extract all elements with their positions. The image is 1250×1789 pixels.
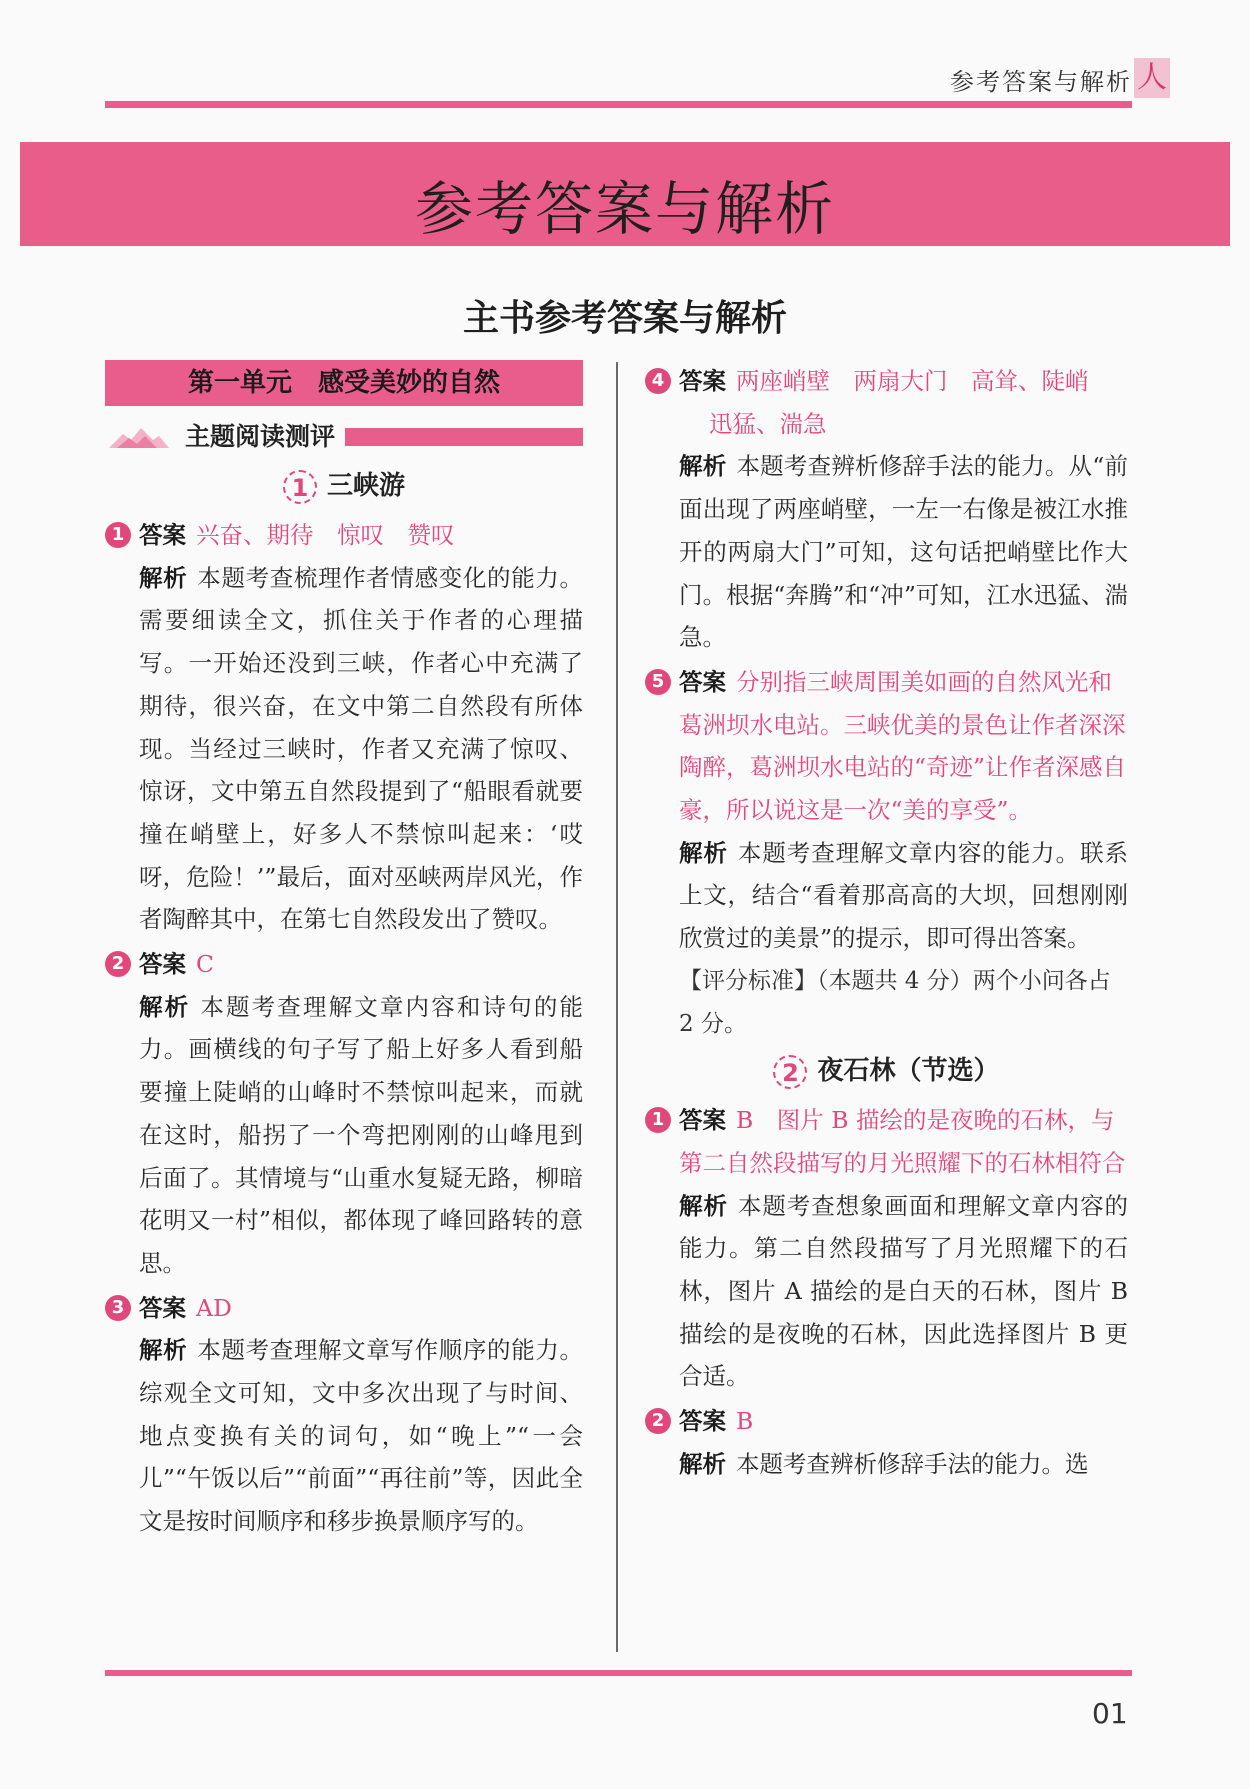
answer-label: 答案 xyxy=(679,1407,726,1436)
page-subtitle: 主书参考答案与解析 xyxy=(462,297,787,339)
answer-line xyxy=(645,1099,1128,1184)
answer-text: AD xyxy=(196,1293,232,1322)
explanation-label: 解析 xyxy=(139,992,191,1021)
right-column xyxy=(645,360,1128,1488)
page-number: 01 xyxy=(1092,1697,1128,1730)
bottom-rule xyxy=(105,1670,1132,1676)
explanation-label: 解析 xyxy=(679,838,728,867)
unit-heading: 第一单元 感受美妙的自然 xyxy=(105,360,583,406)
answer-line xyxy=(105,1287,583,1330)
banner-title: 参考答案与解析 xyxy=(414,175,835,243)
question-item xyxy=(645,661,1128,1045)
explanation-label: 解析 xyxy=(679,452,727,481)
column-divider xyxy=(616,362,618,1652)
question-item xyxy=(105,1287,583,1543)
question-number: 2 xyxy=(645,1408,671,1434)
section-heading-text: 主题阅读测评 xyxy=(185,420,345,454)
answer-label: 答案 xyxy=(139,950,186,979)
question-number: 4 xyxy=(645,368,671,394)
explanation-text: 本题考查辨析修辞手法的能力。选 xyxy=(736,1449,1089,1478)
answer-label: 答案 xyxy=(139,1293,186,1322)
explanation-text: 本题考查理解文章内容的能力。联系上文，结合“看着那高高的大坝，回想刚刚欣赏过的美景”的提示，即可得出答案。 xyxy=(679,838,1129,953)
question-item xyxy=(645,360,1128,659)
question-item xyxy=(645,1099,1128,1398)
section-heading-bar xyxy=(345,428,583,446)
answer-label: 答案 xyxy=(679,667,726,696)
top-rule xyxy=(105,101,1132,108)
article-title-text: 三峡游 xyxy=(326,471,405,501)
answer-line xyxy=(645,661,1128,832)
question-number: 5 xyxy=(645,669,671,695)
answer-line xyxy=(645,360,1128,445)
answer-label: 答案 xyxy=(679,1106,726,1135)
explanation xyxy=(645,1185,1128,1399)
answer-label: 答案 xyxy=(139,521,186,549)
explanation-text: 本题考查理解文章写作顺序的能力。综观全文可知，文中多次出现了与时间、地点变换有关的词句，如“晚上”“一会儿”“午饭以后”“前面”“再往前”等，因此全文是按时间顺序和移步换景顺序写的。 xyxy=(139,1336,584,1536)
mountain-icon xyxy=(109,426,169,448)
running-head: 参考答案与解析 xyxy=(950,68,1132,96)
explanation-text: 本题考查梳理作者情感变化的能力。需要细读全文，抓住关于作者的心理描写。一开始还没到三峡，作者心中充满了期待，很兴奋，在文中第二自然段有所体现。当经过三峡时，作者又充满了惊叹、惊讶，文中第五自然段提到了“船眼看就要撞在峭壁上，好多人不禁惊叫起来：‘哎呀，危险！’”最后，面对巫峡两岸风光，作者陶醉其中，在第七自然段发出了赞叹。 xyxy=(139,563,584,934)
explanation xyxy=(105,986,583,1285)
explanation xyxy=(645,832,1128,960)
left-column xyxy=(105,360,583,1545)
answer-text: 分别指三峡周围美如画的自然风光和葛洲坝水电站。三峡优美的景色让作者深深陶醉，葛洲坝水电站的“奇迹”让作者深感自豪，所以说这是一次“美的享受”。 xyxy=(679,667,1127,825)
answer-line xyxy=(105,514,583,557)
answer-label: 答案 xyxy=(679,367,726,395)
explanation-text: 本题考查辨析修辞手法的能力。从“前面出现了两座峭壁，一左一右像是被江水推开的两扇大门”可知，这句话把峭壁比作大门。根据“奔腾”和“冲”可知，江水迅猛、湍急。 xyxy=(679,452,1129,652)
explanation-label: 解析 xyxy=(139,1336,188,1365)
explanation-label: 解析 xyxy=(139,563,188,592)
question-item xyxy=(645,1400,1128,1485)
explanation xyxy=(645,1443,1128,1486)
question-number: 3 xyxy=(105,1295,131,1321)
question-number: 1 xyxy=(645,1107,671,1133)
question-number: 1 xyxy=(105,522,131,548)
section-heading xyxy=(105,420,583,454)
explanation xyxy=(105,557,583,941)
answer-line xyxy=(105,943,583,986)
article-title xyxy=(105,464,583,508)
answer-text: B 图片 B 描绘的是夜晚的石林，与第二自然段描写的月光照耀下的石林相符合 xyxy=(679,1106,1126,1177)
question-item xyxy=(105,943,583,1285)
article-title xyxy=(645,1049,1128,1093)
explanation xyxy=(105,1329,583,1543)
answer-text-continued: 迅猛、湍急 xyxy=(709,409,827,438)
title-banner xyxy=(20,142,1230,246)
article-title-text: 夜石林（节选） xyxy=(817,1056,1000,1087)
corner-badge: 人 xyxy=(1134,58,1170,98)
explanation xyxy=(645,445,1128,659)
article-number: 1 xyxy=(283,470,317,504)
explanation-label: 解析 xyxy=(679,1191,728,1220)
explanation-text: 本题考查想象画面和理解文章内容的能力。第二自然段描写了月光照耀下的石林，图片 A 描绘的是白天的石林，图片 B 描绘的是夜晚的石林，因此选择图片 B 更合适。 xyxy=(679,1191,1129,1391)
answer-text: 兴奋、期待 惊叹 赞叹 xyxy=(196,521,455,549)
explanation-text: 本题考查理解文章内容和诗句的能力。画横线的句子写了船上好多人看到船要撞上陡峭的山峰时不禁惊叫起来，而就在这时，船拐了一个弯把刚刚的山峰甩到后面了。其情境与“山重水复疑无路，柳暗花明又一村”相似，都体现了峰回路转的意思。 xyxy=(139,992,583,1277)
answer-text: 两座峭壁 两扇大门 高耸、陡峭 xyxy=(736,367,1089,395)
article-number: 2 xyxy=(773,1055,807,1089)
answer-line xyxy=(645,1400,1128,1443)
explanation-label: 解析 xyxy=(679,1449,726,1478)
scoring-criteria: 【评分标准】（本题共 4 分）两个小问各占 2 分。 xyxy=(679,967,1111,1037)
answer-text: C xyxy=(196,950,214,979)
question-item xyxy=(105,514,583,941)
question-number: 2 xyxy=(105,951,131,977)
answer-text: B xyxy=(736,1407,754,1436)
